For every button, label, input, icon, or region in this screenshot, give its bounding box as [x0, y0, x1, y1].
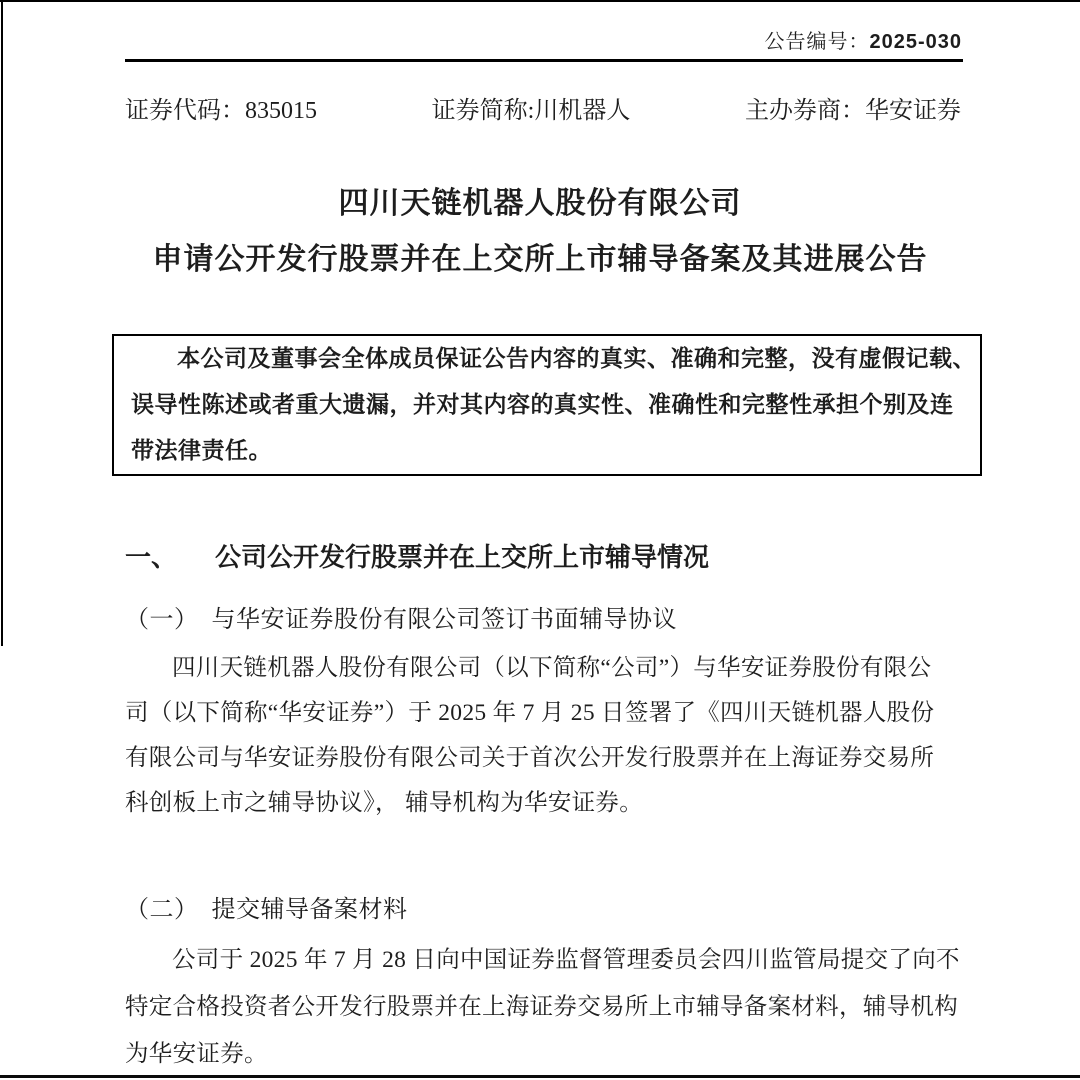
paragraph-line: 为华安证券。 [125, 1041, 268, 1067]
subsection-1-2-heading-text: 提交辅导备案材料 [211, 897, 408, 923]
paragraph-2 [125, 937, 985, 1078]
stock-info-row [125, 90, 961, 125]
paragraph-line: 科创板上市之辅导协议》， 辅导机构为华安证券。 [125, 790, 644, 816]
section-1-heading [125, 537, 709, 574]
header-rule [125, 59, 963, 62]
scan-left-border [1, 0, 3, 646]
subsection-1-1-heading-text: 与华安证券股份有限公司签订书面辅导协议 [211, 607, 677, 633]
paragraph-line: 特定合格投资者公开发行股票并在上海证券交易所上市辅导备案材料，辅导机构 [125, 994, 958, 1020]
paragraph-line: 司（以下简称“华安证券”）于 2025 年 7 月 25 日签署了《四川天链机器人股份 [125, 700, 935, 726]
paragraph-line: 有限公司与华安证券股份有限公司关于首次公开发行股票并在上海证券交易所 [125, 745, 935, 771]
declaration-line: 误导性陈述或者重大遗漏，并对其内容的真实性、准确性和完整性承担个别及连 [131, 392, 954, 417]
paragraph-1 [125, 646, 985, 826]
section-1-heading-text: 公司公开发行股票并在上交所上市辅导情况 [215, 543, 710, 572]
declaration-line: 带法律责任。 [131, 438, 272, 463]
paragraph-line: 公司于 2025 年 7 月 28 日向中国证券监督管理委员会四川监管局提交了向不 [172, 947, 960, 973]
scan-top-border [0, 0, 1080, 2]
paragraph-line: 四川天链机器人股份有限公司（以下简称“公司”）与华安证券股份有限公 [172, 655, 932, 681]
section-1-number: 一、 [125, 543, 178, 572]
sponsor-broker: 主办券商：华安证券 [744, 98, 961, 124]
document-title-line2: 申请公开发行股票并在上交所上市辅导备案及其进展公告 [152, 243, 928, 276]
declaration-line: 本公司及董事会全体成员保证公告内容的真实、准确和完整，没有虚假记载、 [177, 346, 976, 371]
stock-short-name: 证券简称:川机器人 [431, 98, 631, 124]
declaration-box [112, 334, 982, 476]
stock-code: 证券代码：835015 [125, 98, 317, 124]
subsection-1-2-heading [125, 889, 408, 924]
subsection-1-1-number: （一） [125, 607, 199, 633]
document-title-line1: 四川天链机器人股份有限公司 [338, 187, 742, 220]
subsection-1-1-heading [125, 599, 677, 634]
subsection-1-2-number: （二） [125, 897, 199, 923]
announcement-number [764, 25, 962, 54]
announcement-number-value: 2025-030 [869, 31, 962, 53]
announcement-number-label: 公告编号： [764, 31, 870, 53]
